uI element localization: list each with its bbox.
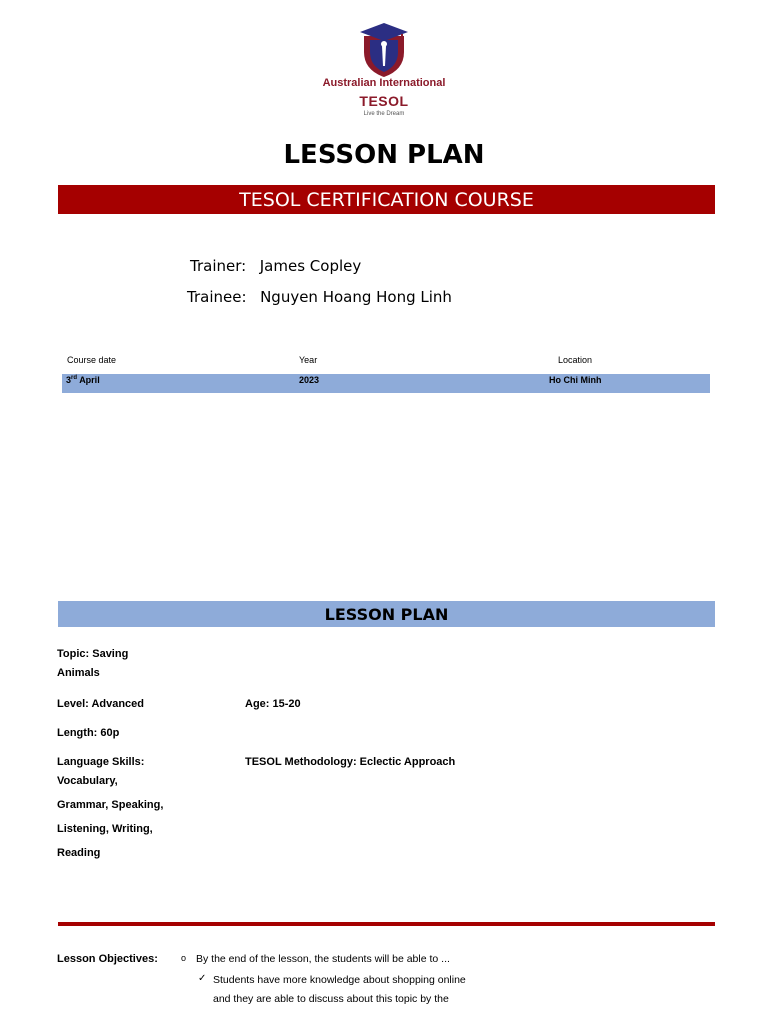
language-skills-field: Language Skills: Vocabulary, Grammar, Speaking, Listening, Writing, Reading [57, 756, 164, 859]
year-header: Year [299, 355, 318, 365]
section-divider [58, 922, 715, 926]
bullet-icon: o [181, 953, 187, 963]
objective-item-line2: and they are able to discuss about this topic by the [213, 993, 449, 1005]
logo-tagline: Live the Dream [363, 111, 405, 117]
trainee-value: Nguyen Hoang Hong Linh [260, 288, 452, 306]
level-field: Level: Advanced [57, 698, 145, 710]
length-field: Length: 60p [57, 727, 120, 739]
methodology-field: TESOL Methodology: Eclectic Approach [245, 756, 456, 768]
trainee-label: Trainee: [187, 288, 247, 306]
objectives-label: Lesson Objectives: [57, 953, 158, 965]
course-banner: TESOL CERTIFICATION COURSE [58, 185, 715, 214]
checkmark-icon: ✓ [198, 973, 207, 984]
trainer-row [190, 257, 361, 275]
logo-name-text: TESOL [359, 93, 409, 109]
year-value: 2023 [299, 375, 320, 385]
trainee-row [187, 288, 452, 306]
location-header: Location [558, 355, 593, 365]
page-title: LESSON PLAN [283, 140, 485, 170]
graduation-cap-shield-icon [358, 20, 410, 78]
logo-brand-text: Australian International [322, 77, 446, 89]
age-field: Age: 15-20 [245, 698, 301, 710]
objective-item-line1: Students have more knowledge about shopping online [213, 974, 466, 986]
course-date-header: Course date [67, 355, 117, 365]
course-info-row [62, 374, 710, 393]
trainer-value: James Copley [259, 257, 362, 275]
topic-field: Topic: Saving Animals [57, 648, 129, 679]
location-value: Ho Chi Minh [549, 375, 602, 385]
trainer-label: Trainer: [190, 257, 247, 275]
objectives-intro: By the end of the lesson, the students will be able to ... [196, 953, 450, 965]
course-date-value: 3rd April [66, 375, 100, 385]
lesson-plan-banner: LESSON PLAN [58, 601, 715, 627]
